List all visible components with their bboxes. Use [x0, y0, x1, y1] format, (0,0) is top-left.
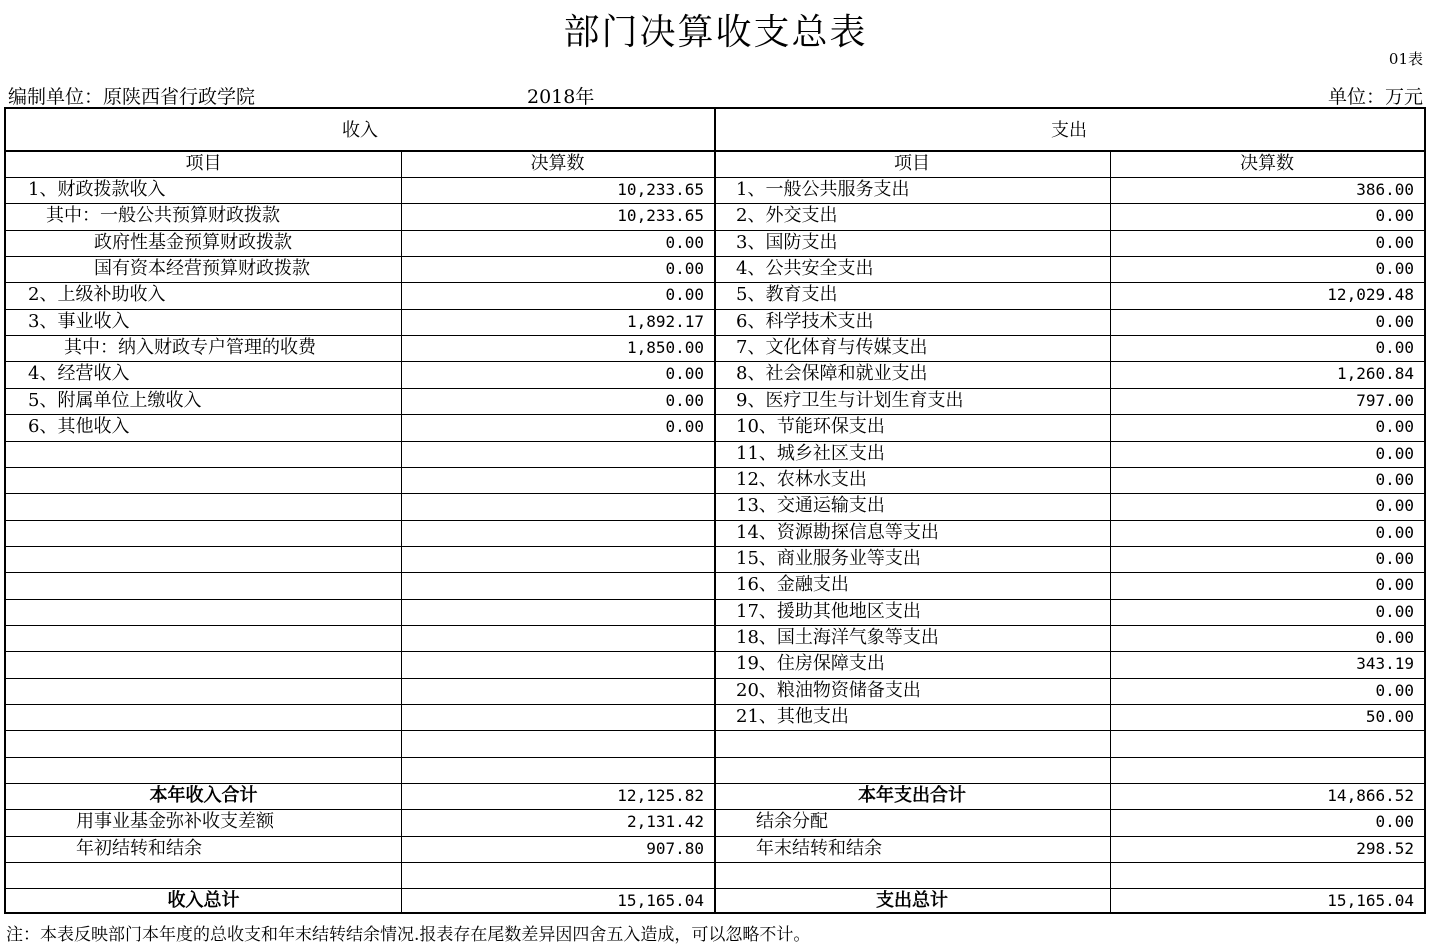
income-amount: 2,131.42 — [626, 812, 704, 832]
expense-amount: 298.52 — [1356, 838, 1414, 858]
expense-amount: 0.00 — [1375, 496, 1414, 516]
income-item: 用事业基金弥补收支差额 — [76, 811, 274, 833]
expense-item: 20、粮油物资储备支出 — [736, 679, 921, 701]
expense-item: 15、商业服务业等支出 — [736, 547, 921, 569]
income-amount: 0.00 — [665, 417, 704, 437]
expense-amount: 0.00 — [1375, 680, 1414, 700]
income-amount: 1,850.00 — [626, 338, 704, 358]
income-amount: 0.00 — [665, 390, 704, 410]
expense-item: 7、文化体育与传媒支出 — [736, 337, 928, 359]
income-item: 2、上级补助收入 — [28, 284, 166, 306]
expense-item: 本年支出合计 — [858, 785, 966, 807]
expense-amount: 0.00 — [1375, 548, 1414, 568]
expense-amount: 0.00 — [1375, 469, 1414, 489]
expense-amount: 797.00 — [1356, 390, 1414, 410]
income-item: 其中：纳入财政专户管理的收费 — [64, 337, 316, 359]
expense-item: 8、社会保障和就业支出 — [736, 363, 928, 385]
expense-item: 支出总计 — [876, 890, 948, 912]
column-header-amount: 决算数 — [530, 153, 585, 174]
expense-amount: 1,260.84 — [1336, 364, 1414, 384]
income-amount: 10,233.65 — [617, 180, 704, 199]
income-item: 3、事业收入 — [28, 310, 130, 332]
income-amount: 0.00 — [665, 285, 704, 305]
expense-item: 3、国防支出 — [736, 231, 838, 253]
expense-item: 18、国土海洋气象等支出 — [736, 626, 939, 648]
expense-item: 19、住房保障支出 — [736, 653, 885, 675]
expense-amount: 0.00 — [1375, 812, 1414, 832]
expense-item: 1、一般公共服务支出 — [736, 179, 910, 200]
expense-amount: 0.00 — [1375, 575, 1414, 595]
column-header-item: 项目 — [894, 153, 930, 174]
expense-item: 14、资源勘探信息等支出 — [736, 521, 939, 543]
expense-item: 16、金融支出 — [736, 574, 849, 596]
page-title: 部门决算收支总表 — [563, 12, 868, 53]
expense-amount: 0.00 — [1375, 338, 1414, 358]
expense-item: 4、公共安全支出 — [736, 258, 874, 280]
expense-amount: 0.00 — [1375, 601, 1414, 621]
expense-item: 6、科学技术支出 — [736, 310, 874, 332]
expense-amount: 50.00 — [1365, 707, 1414, 726]
income-amount: 907.80 — [646, 838, 704, 858]
expense-amount: 0.00 — [1375, 206, 1414, 226]
income-item: 年初结转和结余 — [76, 837, 202, 859]
expense-item: 11、城乡社区支出 — [736, 442, 885, 464]
income-amount: 0.00 — [665, 232, 704, 252]
income-amount: 0.00 — [665, 259, 704, 279]
expense-item: 结余分配 — [756, 811, 828, 833]
table-number: 01表 — [1388, 50, 1423, 68]
expense-amount: 12,029.48 — [1327, 285, 1414, 305]
expense-header: 支出 — [1051, 120, 1087, 141]
income-item: 政府性基金预算财政拨款 — [94, 231, 292, 253]
summary-table — [4, 107, 1426, 914]
expense-item: 13、交通运输支出 — [736, 495, 885, 517]
income-amount: 12,125.82 — [617, 786, 704, 806]
expense-amount: 386.00 — [1356, 180, 1414, 199]
expense-item: 12、农林水支出 — [736, 468, 867, 490]
column-header-amount: 决算数 — [1240, 153, 1294, 174]
income-item: 本年收入合计 — [149, 785, 258, 807]
expense-item: 17、援助其他地区支出 — [736, 600, 921, 622]
report-year: 2018年 — [527, 86, 595, 108]
expense-item: 2、外交支出 — [736, 205, 838, 227]
unit-label: 单位：万元 — [1327, 86, 1423, 108]
expense-item: 21、其他支出 — [736, 706, 849, 727]
expense-item: 9、医疗卫生与计划生育支出 — [736, 389, 964, 411]
income-item: 1、财政拨款收入 — [28, 179, 166, 200]
income-item: 4、经营收入 — [28, 363, 130, 385]
org-label: 编制单位：原陕西省行政学院 — [8, 86, 256, 108]
income-amount: 1,892.17 — [626, 311, 704, 331]
income-amount: 10,233.65 — [617, 206, 704, 226]
expense-item: 10、节能环保支出 — [736, 416, 885, 438]
income-amount: 15,165.04 — [617, 891, 704, 911]
expense-amount: 0.00 — [1375, 417, 1414, 437]
income-amount: 0.00 — [665, 364, 704, 384]
expense-amount: 15,165.04 — [1327, 891, 1414, 911]
expense-amount: 343.19 — [1356, 654, 1414, 674]
income-item: 5、附属单位上缴收入 — [28, 389, 202, 411]
expense-amount: 0.00 — [1375, 443, 1414, 463]
income-header: 收入 — [342, 120, 378, 141]
column-header-item: 项目 — [185, 153, 222, 174]
income-item: 其中：一般公共预算财政拨款 — [46, 205, 280, 227]
expense-amount: 0.00 — [1375, 627, 1414, 647]
expense-item: 5、教育支出 — [736, 284, 838, 306]
expense-amount: 0.00 — [1375, 522, 1414, 542]
footnote: 注：本表反映部门本年度的总收支和年末结转结余情况.报表存在尾数差异因四舍五入造成，可以忽略不计。 — [6, 925, 811, 945]
expense-amount: 14,866.52 — [1327, 786, 1414, 806]
expense-amount: 0.00 — [1375, 259, 1414, 279]
income-item: 6、其他收入 — [28, 416, 130, 438]
expense-item: 年末结转和结余 — [756, 837, 882, 859]
expense-amount: 0.00 — [1375, 232, 1414, 252]
income-item: 国有资本经营预算财政拨款 — [94, 258, 310, 280]
income-item: 收入总计 — [167, 890, 240, 912]
expense-amount: 0.00 — [1375, 311, 1414, 331]
